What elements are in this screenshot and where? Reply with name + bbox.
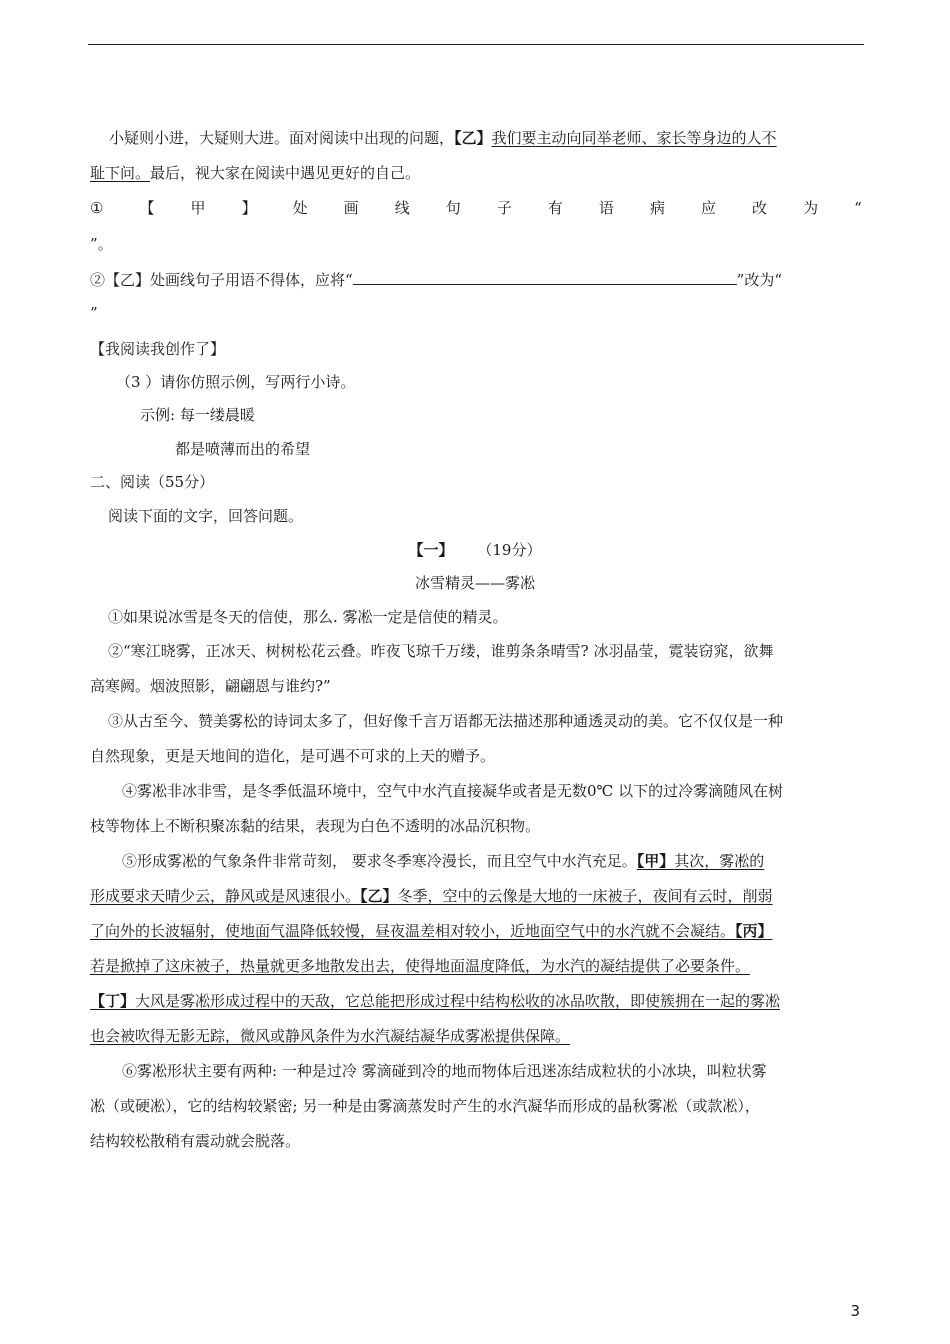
underlined-text: 也会被吹得无影无踪，微风或静风条件为水汽凝结凝华成雾凇提供保障。 xyxy=(90,1027,571,1045)
underlined-sentence: 我们要主动向同举老师、家长等身边的人不 xyxy=(491,129,777,147)
paragraph-5-line-5 xyxy=(90,991,780,1011)
question-2-suffix: ”改为“ xyxy=(736,271,783,289)
header-rule xyxy=(88,44,864,45)
part-2-heading: 二、阅读（55分） xyxy=(90,473,215,491)
paragraph-1: ①如果说冰雪是冬天的信使，那么. 雾凇一定是信使的精灵。 xyxy=(108,608,508,626)
intro-line-1 xyxy=(109,128,777,148)
question-2-prefix: ②【乙】处画线句子用语不得体，应将“ xyxy=(90,271,353,289)
paragraph-5-line-4 xyxy=(90,956,750,976)
passage-number: 【一】 xyxy=(408,541,454,559)
question-1-char: 线 xyxy=(394,199,410,217)
paragraph-3-line-1: ③从古至今、赞美雾松的诗词太多了，但好像千言万语都无法描述那种通透灵动的美。它不仅仅是一种 xyxy=(108,712,784,730)
question-1-char: ① xyxy=(90,199,104,217)
part-2-instruction: 阅读下面的文字，回答问题。 xyxy=(108,507,304,525)
paragraph-4-line-1: ④雾凇非冰非雪，是冬季低温环境中，空气中水汽直接凝华或者是无数0℃ 以下的过冷雾滴随风在树 xyxy=(122,782,784,800)
paragraph-5-line-3 xyxy=(90,921,773,941)
underlined-text: 其次，雾凇的 xyxy=(674,852,765,870)
question-1-char: 【 xyxy=(139,199,155,217)
question-1-char: 句 xyxy=(445,199,461,217)
passage-score: （19分） xyxy=(477,541,542,559)
question-3: （3 ）请你仿照示例，写两行小诗。 xyxy=(116,373,356,391)
question-1-char: 处 xyxy=(292,199,308,217)
question-2-line xyxy=(90,269,782,290)
paragraph-5-line-2 xyxy=(90,886,773,906)
question-1-char: 画 xyxy=(343,199,359,217)
question-1-char: 语 xyxy=(598,199,614,217)
question-1-char: 病 xyxy=(649,199,665,217)
paragraph-6-line-3: 结构较松散稍有震动就会脱落。 xyxy=(90,1132,301,1150)
paragraph-6-line-2: 凇（或硬凇），它的结构较紧密; 另一种是由雾滴蒸发时产生的水汽凝华而形成的晶秋雾凇（或款凇）， xyxy=(90,1097,760,1115)
paragraph-4-line-2: 枝等物体上不断积聚冻黏的结果，表现为白色不透明的冰品沉积物。 xyxy=(90,817,541,835)
intro-line-2 xyxy=(90,163,420,183)
intro-text-end: 最后，视大家在阅读中遇见更好的自己。 xyxy=(150,164,421,182)
paragraph-5-text: ⑤形成雾凇的气象条件非常苛刻， 要求冬季寒冷漫长，而且空气中水汽充足。 xyxy=(122,852,637,870)
tag-yi: 【乙】 xyxy=(454,129,492,147)
paragraph-3-line-2: 自然现象，更是天地间的造化，是可遇不可求的上天的赠予。 xyxy=(90,747,496,765)
question-1-char: 甲 xyxy=(190,199,206,217)
underlined-sentence-end: 耻下问。 xyxy=(90,164,151,182)
passage-title: 冰雪精灵——雾凇 xyxy=(414,574,535,592)
answer-blank[interactable] xyxy=(353,269,737,285)
underlined-text: 大风是雾凇形成过程中的天敌，它总能把形成过程中结构松收的冰品吹散，即使簇拥在一起的雾凇 xyxy=(135,992,781,1010)
question-1-char: 应 xyxy=(701,199,717,217)
example-line-2: 都是喷薄而出的希望 xyxy=(175,440,311,458)
tag-jia: 【甲】 xyxy=(636,852,675,870)
tag-ding: 【丁】 xyxy=(90,992,136,1010)
paragraph-2-line-1: ②“寒江晓雾，正冰天、树树松花云叠。昨夜飞琼千万缕，谁剪条条晴雪? 冰羽晶莹，霓装窃窕，欲舞 xyxy=(108,642,774,660)
question-2-tail: ” xyxy=(90,304,98,322)
example-line-1: 示例: 每一缕晨暖 xyxy=(140,406,255,424)
question-1-line xyxy=(90,198,862,218)
section-heading-create: 【我阅读我创作了】 xyxy=(90,340,226,358)
question-1-char: 改 xyxy=(752,199,768,217)
question-1-char: 有 xyxy=(547,199,563,217)
paragraph-5-line-1 xyxy=(122,851,764,871)
intro-text: 小疑则小进，大疑则大进。面对阅读中出现的问题， xyxy=(109,129,455,147)
paragraph-2-line-2: 高寒阙。烟波照影，翩翩恩与谁约?” xyxy=(90,677,331,695)
underlined-text: 若是掀掉了这床被子，热量就更多地散发出去，使得地面温度降低，为水汽的凝结提供了必要条件。 xyxy=(90,957,751,975)
page-number: 3 xyxy=(850,1302,860,1320)
question-1-char: “ xyxy=(854,199,862,217)
passage-number-line xyxy=(0,540,950,560)
tag-bing: 【丙】 xyxy=(735,922,773,940)
paragraph-5-line-6 xyxy=(90,1026,570,1046)
question-1-tail: ”。 xyxy=(90,235,113,253)
tag-yi: 【乙】 xyxy=(360,887,398,905)
underlined-text: 了向外的长波辐射，使地面气温降低较慢，昼夜温差相对较小，近地面空气中的水汽就不会凝结。 xyxy=(90,922,736,940)
paragraph-6-line-1: ⑥雾凇形状主要有两种: 一种是过冷 雾滴碰到冷的地而物体后迅迷冻结成粒状的小冰块，叫粒状雾 xyxy=(122,1062,767,1080)
question-1-char: 】 xyxy=(241,199,257,217)
question-1-char: 子 xyxy=(496,199,512,217)
question-1-char: 为 xyxy=(803,199,819,217)
underlined-text: 形成要求天晴少云，静风或是风速很小。 xyxy=(90,887,361,905)
underlined-text: 冬季，空中的云像是大地的一床被子，夜间有云时，削弱 xyxy=(397,887,773,905)
